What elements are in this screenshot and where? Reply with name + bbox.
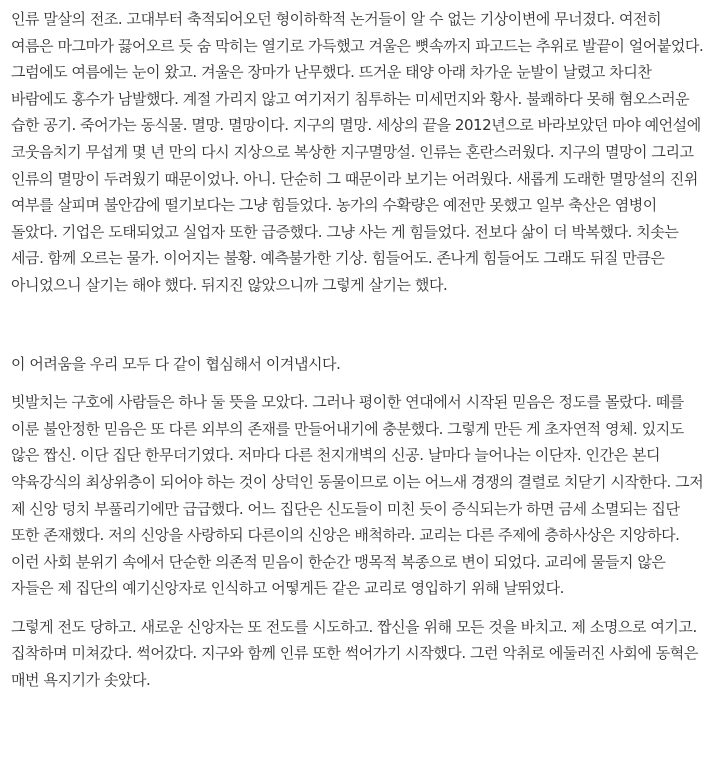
paragraph-spacer (11, 299, 707, 351)
paragraph-spacer (11, 377, 707, 389)
document-body (11, 6, 707, 694)
paragraph-1: 인류 말살의 전조. 고대부터 축적되어오던 형이하학적 논거들이 알 수 없는 기상이변에 무너졌다. 여전히 여름은 마그마가 끓어오르 듯 숨 막히는 열기로 가득했고 겨울은 뼛속까지 파고드는 추위로 발끝이 얼어붙었다. 그럼에도 여름에는 눈이 왔고. 겨울은 장마가 난무했다. 뜨거운 태양 아래 차가운 눈발이 날렸고 차디찬 바람에도 홍수가 남발했다. 계절 가리지 않고 여기저기 침투하는 미세먼지와 황사. 불쾌하다 못해 혐오스러운 습한 공기. 죽어가는 동식물. 멸망. 멸망이다. 지구의 멸망. 세상의 끝을 2012년으로 바라보았던 마야 예언설에 코웃음치기 무섭게 몇 년 만의 다시 지상으로 복상한 지구멸망설. 인류는 혼란스러웠다. 지구의 멸망이 그리고 인류의 멸망이 두려웠기 때문이었나. 아니. 단순히 그 때문이라 보기는 어려웠다. 새롭게 도래한 멸망설의 진위 여부를 살피며 불안감에 떨기보다는 그냥 힘들었다. 농가의 수확량은 예전만 못했고 일부 축산은 염병이 돌았다. 기업은 도태되었고 실업자 또한 급증했다. 그냥 사는 게 힘들었다. 전보다 삶이 더 박복했다. 치솟는 세금. 함께 오르는 물가. 이어지는 불황. 예측불가한 기상. 힘들어도. 존나게 힘들어도 그래도 뒤질 만큼은 아니었으니 살기는 해야 했다. 뒤지진 않았으니까 그렇게 살기는 했다. (11, 10, 704, 294)
paragraph-3: 빗발치는 구호에 사람들은 하나 둘 뜻을 모았다. 그러나 평이한 연대에서 시작된 믿음은 정도를 몰랐다. 떼를 이룬 불안정한 믿음은 또 다른 외부의 존재를 만들어내기에 충분했다. 그렇게 만든 게 초자연적 영체. 있지도 않은 짭신. 이단 집단 한무더기였다. 저마다 다른 천지개벽의 신공. 날마다 늘어나는 이단자. 인간은 본디 약육강식의 최상위층이 되어야 하는 것이 상덕인 동물이므로 이는 어느새 경쟁의 결렬로 치닫기 시작한다. 그저 제 신앙 덩치 부풀리기에만 급급했다. 어느 집단은 신도들이 미친 듯이 증식되는가 하면 금세 소멸되는 집단 또한 존재했다. 저의 신앙을 사랑하되 다른이의 신앙은 배척하라. 교리는 다른 주제에 층하사상은 지앙하다. 이런 사회 분위기 속에서 단순한 의존적 믿음이 한순간 맹목적 복종으로 변이 되었다. 교리에 물들지 않은 자들은 제 집단의 예기신앙자로 인식하고 어떻게든 같은 교리로 영입하기 위해 날뛰었다. (11, 393, 704, 598)
paragraph-2: 이 어려움을 우리 모두 다 같이 협심해서 이겨냅시다. (11, 354, 341, 373)
paragraph-spacer (11, 602, 707, 614)
paragraph-4: 그렇게 전도 당하고. 새로운 신앙자는 또 전도를 시도하고. 짭신을 위해 모든 것을 바치고. 제 소명으로 여기고. 집착하며 미쳐갔다. 썩어갔다. 지구와 함께 인류 또한 썩어가기 시작했다. 그런 악취로 에둘러진 사회에 동혁은 매번 욕지기가 솟았다. (11, 617, 698, 690)
